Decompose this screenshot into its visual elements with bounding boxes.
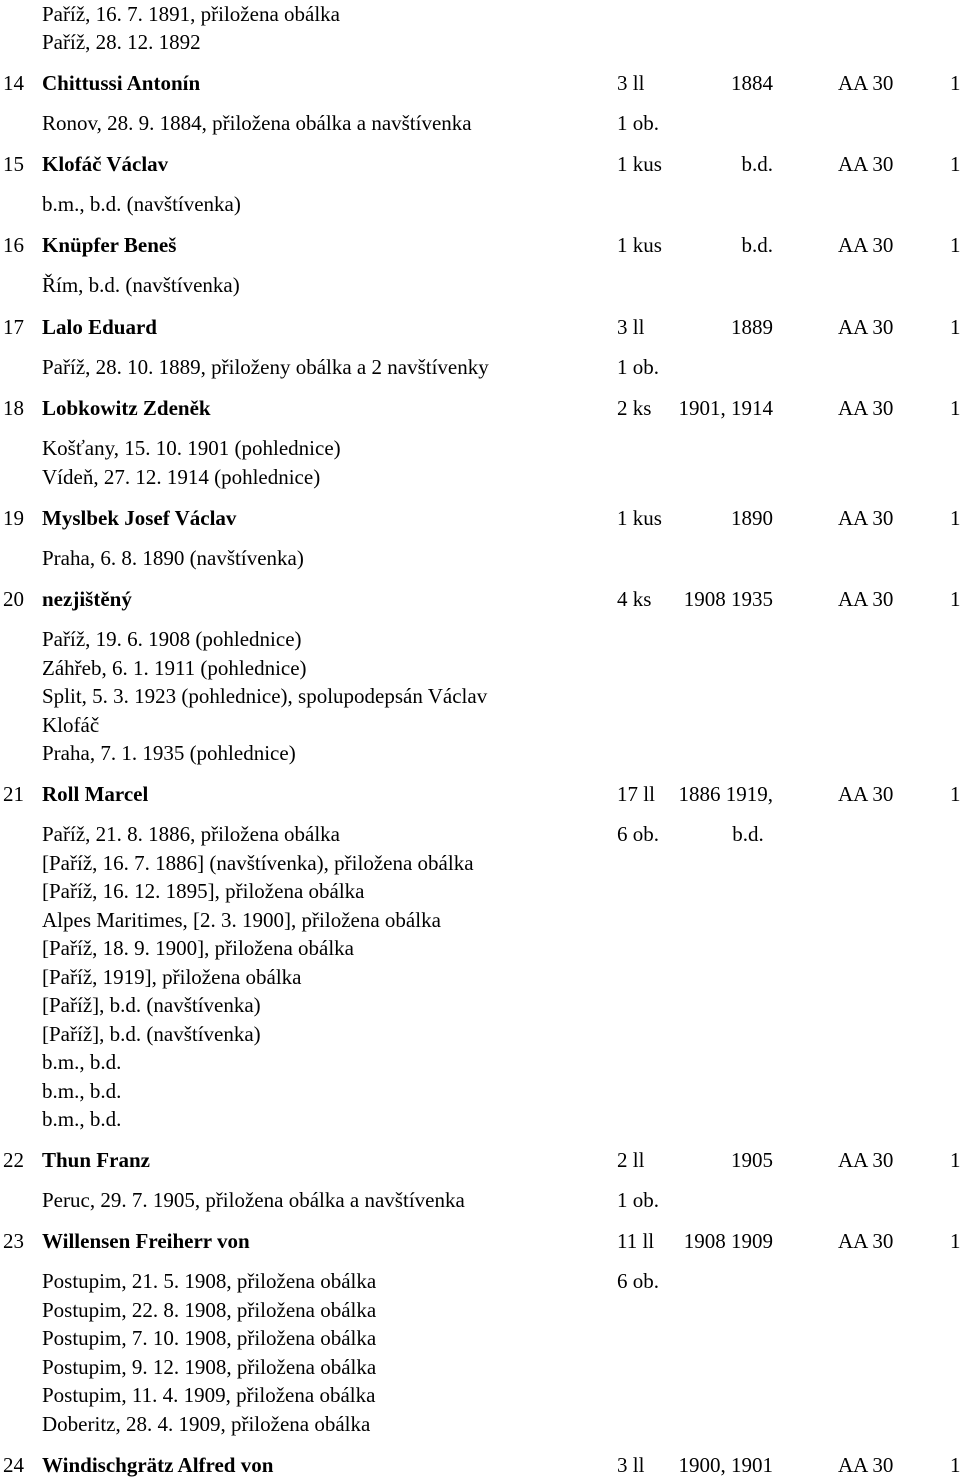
entry-quantity: 3 ll [617, 1453, 645, 1477]
entry-box: 1 [950, 782, 960, 806]
entry-attachment-count: 1 ob. [617, 355, 659, 379]
entry-quantity: 1 kus [617, 506, 662, 530]
entry-attachment-date: b.d. [732, 822, 764, 846]
entry-box: 1 [950, 396, 960, 420]
entry-signature: AA 30 [838, 587, 894, 611]
entry-number: 21 [3, 782, 24, 806]
entry-attachment-count: 1 ob. [617, 111, 659, 135]
entry-detail-line: Košťany, 15. 10. 1901 (pohlednice) [42, 436, 341, 460]
entry-quantity: 1 kus [617, 233, 662, 257]
entry-signature: AA 30 [838, 396, 894, 420]
entry-number: 24 [3, 1453, 24, 1477]
entry-box: 1 [950, 587, 960, 611]
entry-signature: AA 30 [838, 71, 894, 95]
entry-quantity: 3 ll [617, 315, 645, 339]
entry-name: Lobkowitz Zdeněk [42, 396, 211, 420]
entry-detail-line: Záhřeb, 6. 1. 1911 (pohlednice) [42, 655, 307, 680]
entry-detail-line: [Paříž], b.d. (navštívenka) [42, 993, 261, 1017]
entry-name: Chittussi Antonín [42, 71, 201, 95]
entry-box: 1 [950, 152, 960, 176]
entry-detail-line: Řím, b.d. (navštívenka) [42, 273, 240, 297]
entry-date: 1905 [731, 1148, 773, 1172]
entry-detail-line: b.m., b.d. [42, 1078, 122, 1103]
entry-detail-line: [Paříž, 16. 12. 1895], přiložena obálka [42, 879, 365, 903]
entry-number: 14 [3, 71, 24, 95]
entry-box: 1 [950, 315, 960, 339]
entry-date: 1889 [731, 315, 773, 339]
entry-number: 23 [3, 1229, 24, 1253]
entry-name: Lalo Eduard [42, 315, 157, 339]
entry-name: Willensen Freiherr von [42, 1229, 250, 1253]
entry-detail-line: b.m., b.d. [42, 1107, 122, 1131]
entry-detail-line: Ronov, 28. 9. 1884, přiložena obálka a navštívenka [42, 111, 472, 135]
entry-detail-line: b.m., b.d. [42, 1050, 122, 1074]
entry-detail-line: Split, 5. 3. 1923 (pohlednice), spolupodepsán Václav [42, 684, 488, 708]
intro-line: Paříž, 28. 12. 1892 [42, 30, 201, 54]
entry-name: Klofáč Václav [42, 152, 169, 176]
entry-box: 1 [950, 1453, 960, 1477]
entry-name: Roll Marcel [42, 782, 149, 806]
entry-detail-line: Postupim, 21. 5. 1908, přiložena obálka [42, 1269, 377, 1293]
entry-box: 1 [950, 1148, 960, 1172]
entry-detail-line: Postupim, 9. 12. 1908, přiložena obálka [42, 1354, 377, 1379]
entry-detail-line: [Paříž, 16. 7. 1886] (navštívenka), přiložena obálka [42, 850, 474, 875]
entry-detail-line: Praha, 6. 8. 1890 (navštívenka) [42, 546, 304, 570]
entry-date: 1908 1909 [683, 1229, 773, 1253]
entry-attachment-count: 6 ob. [617, 1269, 659, 1293]
entry-number: 15 [3, 152, 24, 176]
entry-detail-line: [Paříž, 18. 9. 1900], přiložena obálka [42, 936, 354, 960]
entry-quantity: 3 ll [617, 71, 645, 95]
entry-detail-line: Paříž, 28. 10. 1889, přiloženy obálka a 2 navštívenky [42, 355, 489, 379]
entry-date: b.d. [741, 152, 773, 176]
entry-number: 18 [3, 396, 24, 420]
entry-detail-line: [Paříž], b.d. (navštívenka) [42, 1021, 261, 1046]
entry-name: nezjištěný [42, 587, 132, 611]
entry-name: Thun Franz [42, 1148, 150, 1172]
entry-attachment-count: 6 ob. [617, 822, 659, 846]
entry-box: 1 [950, 233, 960, 257]
entry-date: 1886 1919, [678, 782, 773, 806]
entry-date: 1884 [731, 71, 773, 95]
entry-quantity: 2 ll [617, 1148, 645, 1172]
entry-name: Myslbek Josef Václav [42, 506, 237, 530]
entry-detail-line: Paříž, 19. 6. 1908 (pohlednice) [42, 627, 302, 651]
entry-number: 22 [3, 1148, 24, 1172]
entry-detail-line: Alpes Maritimes, [2. 3. 1900], přiložena obálka [42, 907, 441, 932]
entry-detail-line: b.m., b.d. (navštívenka) [42, 192, 241, 216]
entry-signature: AA 30 [838, 1148, 894, 1172]
entry-quantity: 1 kus [617, 152, 662, 176]
entry-detail-line: Paříž, 21. 8. 1886, přiložena obálka [42, 822, 340, 846]
entry-box: 1 [950, 1229, 960, 1253]
entry-signature: AA 30 [838, 1453, 894, 1477]
entry-signature: AA 30 [838, 315, 894, 339]
entry-detail-line: Postupim, 11. 4. 1909, přiložena obálka [42, 1383, 376, 1407]
entry-signature: AA 30 [838, 782, 894, 806]
entry-detail-line: Postupim, 7. 10. 1908, přiložena obálka [42, 1326, 377, 1350]
entry-signature: AA 30 [838, 152, 894, 176]
entry-quantity: 17 ll [617, 782, 655, 806]
entry-detail-line: Postupim, 22. 8. 1908, přiložena obálka [42, 1297, 377, 1322]
entry-detail-line: Doberitz, 28. 4. 1909, přiložena obálka [42, 1411, 371, 1436]
entry-detail-line: Klofáč [42, 712, 100, 737]
entry-box: 1 [950, 71, 960, 95]
intro-line: Paříž, 16. 7. 1891, přiložena obálka [42, 2, 340, 26]
entry-detail-line: Vídeň, 27. 12. 1914 (pohlednice) [42, 464, 321, 489]
entry-number: 19 [3, 506, 24, 530]
entry-date: 1900, 1901 [678, 1453, 773, 1477]
entry-quantity: 4 ks [617, 587, 652, 611]
entry-name: Knüpfer Beneš [42, 233, 177, 257]
entry-signature: AA 30 [838, 1229, 894, 1253]
entry-quantity: 11 ll [617, 1229, 655, 1253]
entry-date: 1901, 1914 [678, 396, 773, 420]
entry-number: 20 [3, 587, 24, 611]
entry-detail-line: Peruc, 29. 7. 1905, přiložena obálka a navštívenka [42, 1188, 465, 1212]
entry-date: b.d. [741, 233, 773, 257]
entry-name: Windischgrätz Alfred von [42, 1453, 274, 1477]
entry-number: 16 [3, 233, 24, 257]
entry-detail-line: Praha, 7. 1. 1935 (pohlednice) [42, 741, 296, 765]
entry-date: 1908 1935 [683, 587, 773, 611]
entry-quantity: 2 ks [617, 396, 652, 420]
entry-signature: AA 30 [838, 233, 894, 257]
entry-date: 1890 [731, 506, 773, 530]
entry-signature: AA 30 [838, 506, 894, 530]
entry-detail-line: [Paříž, 1919], přiložena obálka [42, 964, 302, 989]
entry-number: 17 [3, 315, 24, 339]
entry-attachment-count: 1 ob. [617, 1188, 659, 1212]
entry-box: 1 [950, 506, 960, 530]
